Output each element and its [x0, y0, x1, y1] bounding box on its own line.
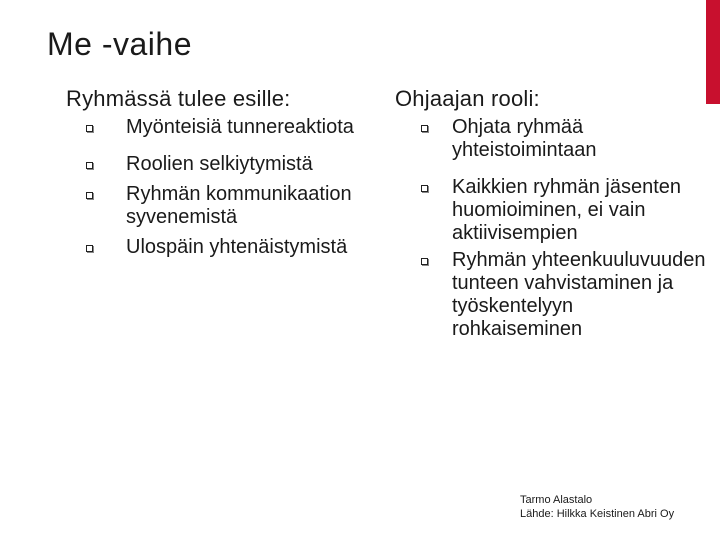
credits-author: Tarmo Alastalo — [520, 494, 593, 506]
list-item — [66, 236, 366, 259]
bullet-icon — [86, 162, 93, 169]
bullet-icon — [421, 185, 428, 192]
list-item — [66, 153, 366, 176]
list-item-text: Kaikkien ryhmän jäsenten huomioiminen, ei vain aktiivisempien — [452, 176, 682, 244]
list-item-text: Myönteisiä tunnereaktiota — [126, 116, 354, 138]
accent-bar — [706, 0, 720, 104]
list-item-text: Ohjata ryhmää yhteistoimintaan — [452, 116, 597, 161]
slide-title: Me -vaihe — [47, 26, 192, 62]
list-item — [66, 116, 366, 139]
bullet-icon — [421, 258, 428, 265]
list-item — [66, 183, 366, 229]
list-item-text: Ryhmän yhteenkuuluvuuden tunteen vahvistaminen ja työskentelyyn rohkaiseminen — [452, 249, 706, 340]
list-item — [395, 116, 705, 162]
bullet-icon — [86, 125, 93, 132]
bullet-icon — [86, 245, 93, 252]
list-item-text: Roolien selkiytymistä — [126, 153, 313, 175]
credits — [520, 493, 674, 521]
credits-source: Lähde: Hilkka Keistinen Abri Oy — [520, 508, 675, 520]
list-item — [395, 249, 705, 341]
list-item-text: Ulospäin yhtenäistymistä — [126, 236, 348, 258]
left-list — [66, 116, 366, 259]
left-column-heading: Ryhmässä tulee esille: — [66, 86, 291, 111]
right-column — [395, 86, 705, 341]
list-item-text: Ryhmän kommunikaation syvenemistä — [126, 183, 352, 228]
bullet-icon — [86, 192, 93, 199]
right-list — [395, 116, 705, 341]
left-column — [66, 86, 366, 259]
right-column-heading: Ohjaajan rooli: — [395, 86, 540, 111]
list-item — [395, 176, 705, 245]
bullet-icon — [421, 125, 428, 132]
